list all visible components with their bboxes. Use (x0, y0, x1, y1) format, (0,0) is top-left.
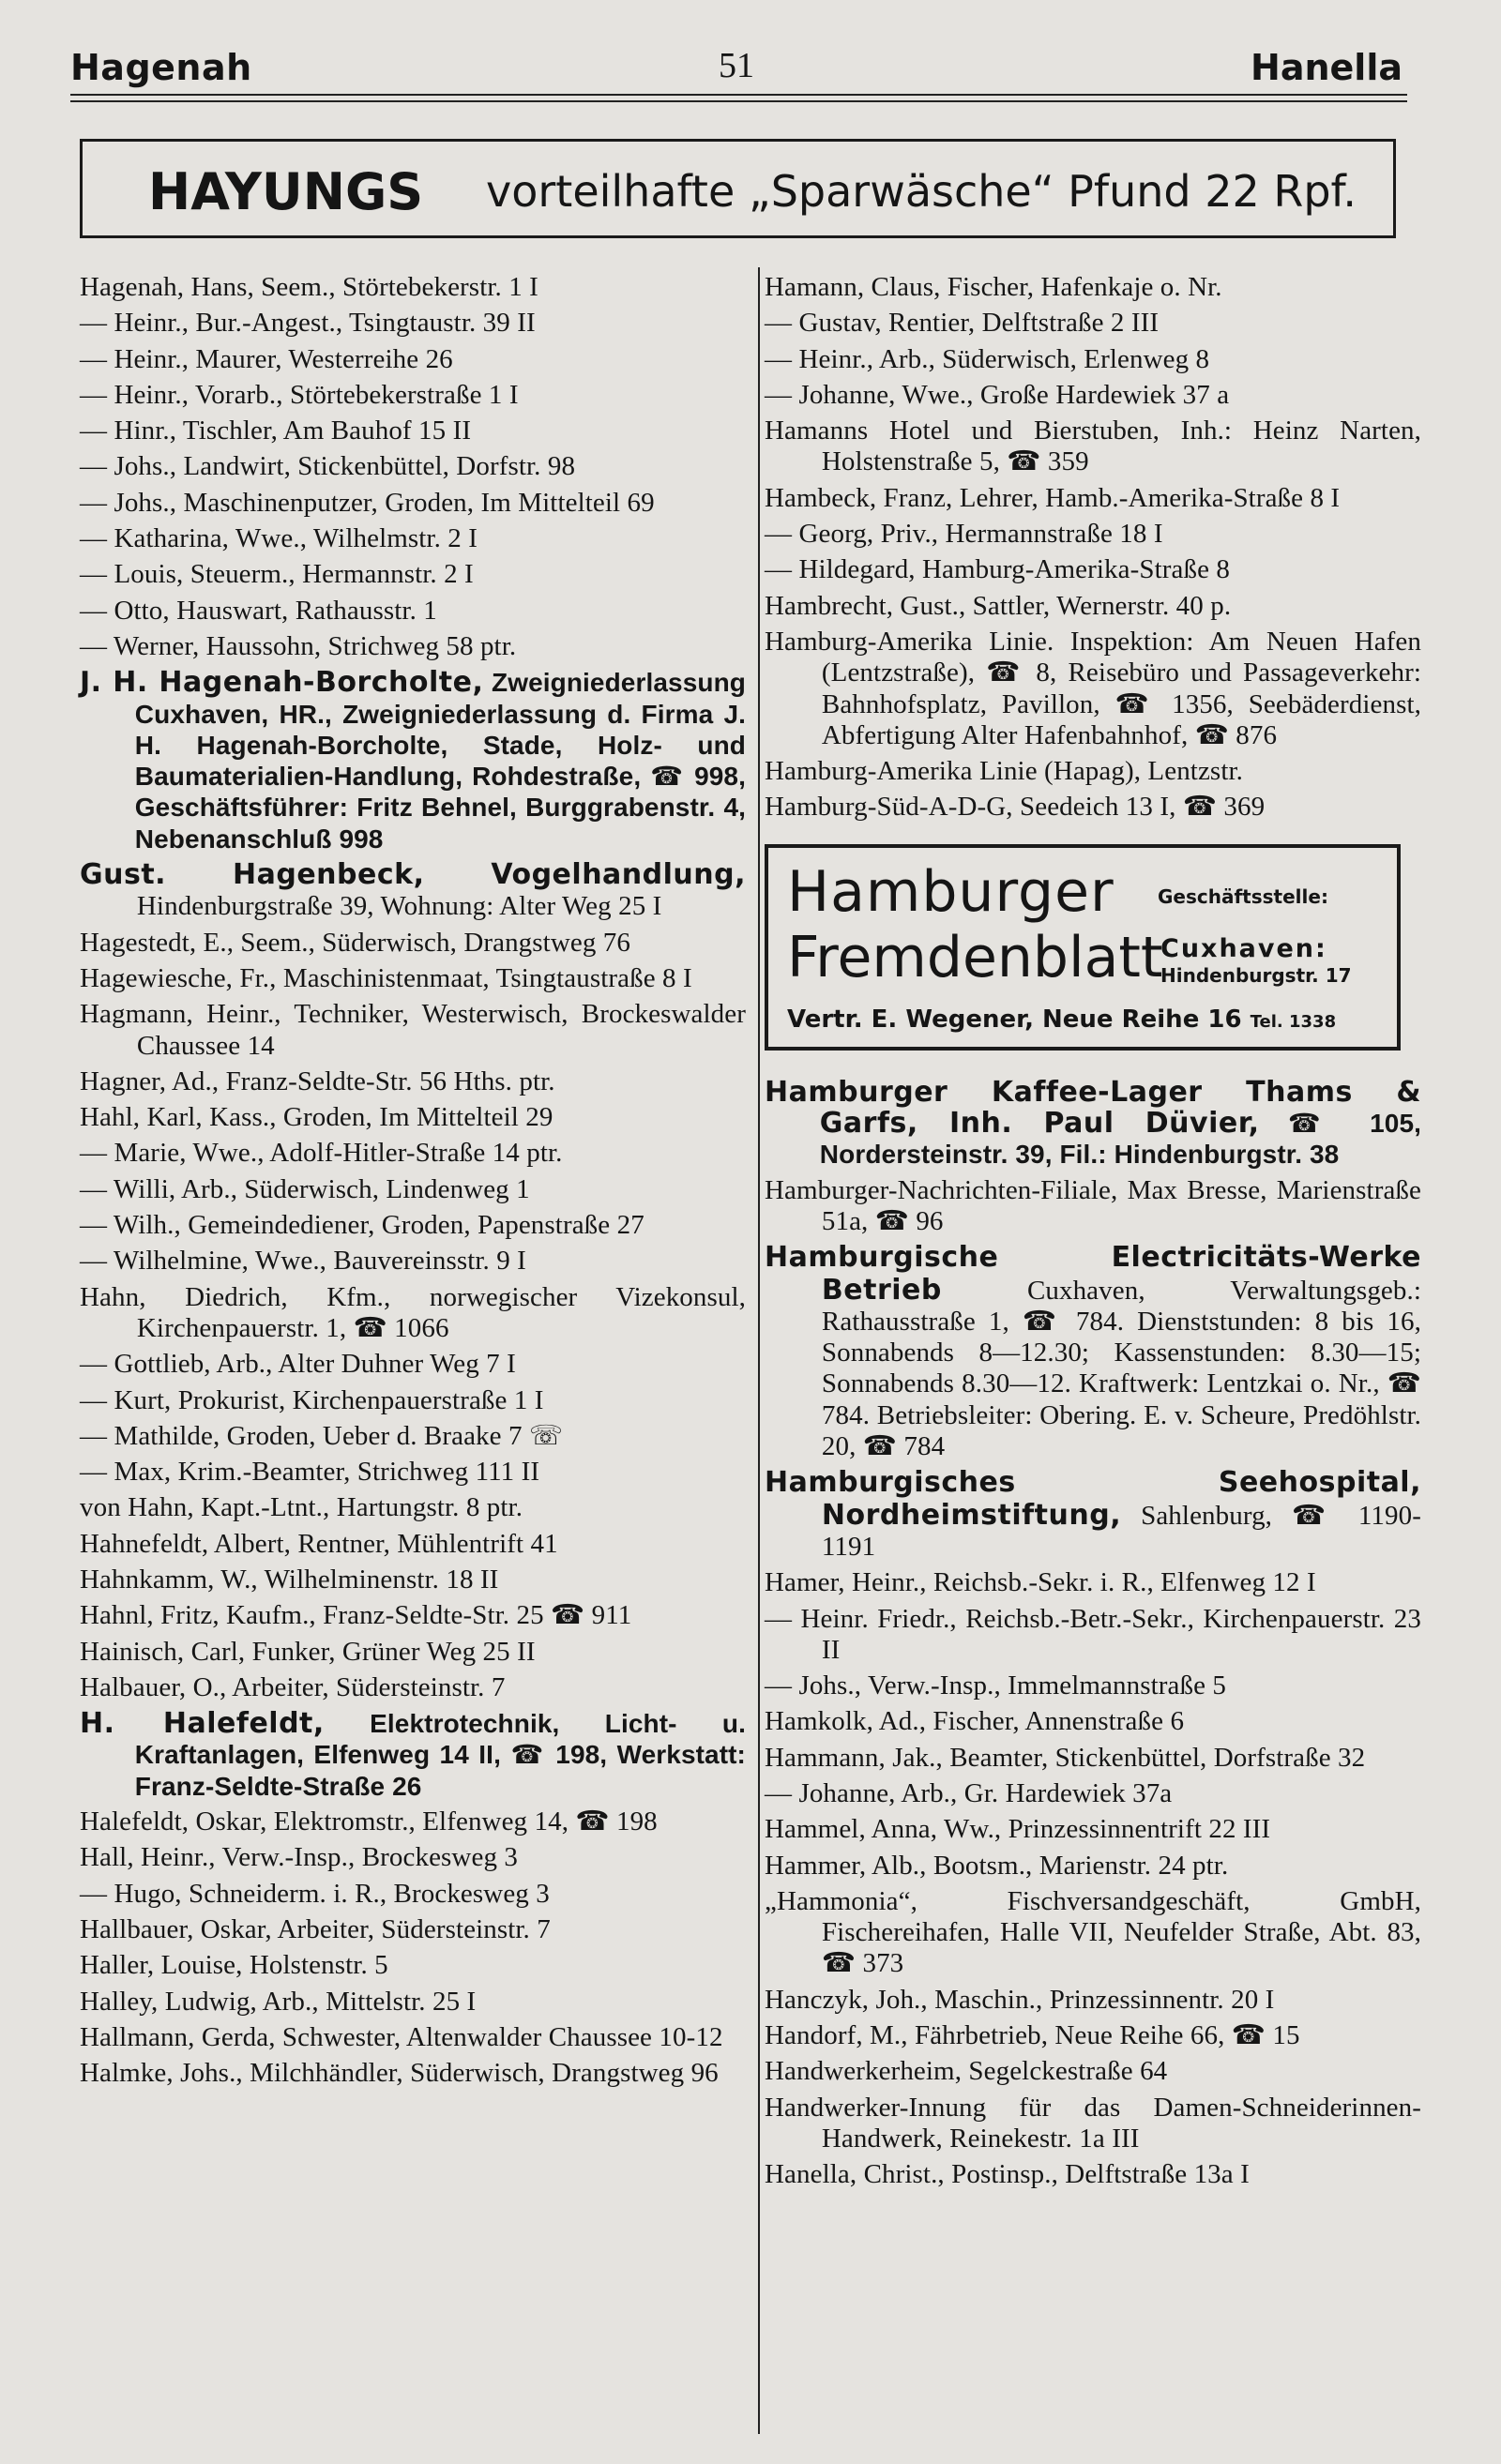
directory-entry (80, 344, 746, 375)
entry-text: „Hammonia“, Fischversandgeschäft, GmbH, Fischereihafen, Halle VII, Neufelder Straße, Abt. 83, ☎ 373 (765, 1885, 1421, 1979)
entry-text: Hallbauer, Oskar, Arbeiter, Südersteinstr. 7 (80, 1913, 551, 1944)
directory-entry (765, 1077, 1421, 1171)
entry-text: Zweigniederlassung Cuxhaven, HR., Zweigniederlassung d. Firma J. H. Hagenah-Borcholte, Stade, Holz- und Baumaterialien-Handlung, Rohdestraße, ☎ 998, Geschäftsführer: Fritz Behnel, Burggrabenstr. 4, Nebenanschluß 998 (134, 668, 746, 854)
directory-entry (765, 1814, 1421, 1845)
directory-entry (80, 1879, 746, 1910)
directory-entry (765, 1851, 1421, 1882)
directory-entry (80, 416, 746, 446)
directory-entry (80, 1842, 746, 1873)
entry-text: Hamer, Heinr., Reichsb.-Sekr. i. R., Elfenweg 12 I (765, 1567, 1316, 1598)
directory-entry (80, 1672, 746, 1703)
directory-entry (80, 963, 746, 994)
entry-text: Hammann, Jak., Beamter, Stickenbüttel, Dorfstraße 32 (765, 1742, 1366, 1773)
directory-entry (80, 1914, 746, 1945)
entry-text: Hanella, Christ., Postinsp., Delftstraße 13a I (765, 2159, 1250, 2190)
ad-representative (787, 1005, 1336, 1034)
directory-entry (765, 380, 1421, 411)
ad-brand: HAYUNGS (148, 162, 424, 221)
directory-entry (765, 627, 1421, 751)
entry-text: — Georg, Priv., Hermannstraße 18 I (765, 519, 1163, 550)
entry-text: — Gottlieb, Arb., Alter Duhner Weg 7 I (80, 1349, 516, 1380)
entry-text: — Johs., Verw.-Insp., Immelmannstraße 5 (765, 1670, 1226, 1701)
entry-text: — Hinr., Tischler, Am Bauhof 15 II (80, 416, 472, 446)
entry-text: — Gustav, Rentier, Delftstraße 2 III (765, 308, 1160, 339)
entry-text: — Otto, Hauswart, Rathausstr. 1 (80, 595, 437, 626)
directory-entry (80, 1529, 746, 1560)
fremdenblatt-advertisement (765, 844, 1401, 1051)
entry-text: Hall, Heinr., Verw.-Insp., Brockesweg 3 (80, 1842, 518, 1873)
entry-text: Sahlenburg, ☎ 1190-1191 (821, 1500, 1421, 1562)
page-number: 51 (719, 46, 754, 85)
directory-entry (765, 272, 1421, 303)
entry-text: — Johanne, Arb., Gr. Hardewiek 37a (765, 1777, 1173, 1808)
entry-text: Hagner, Ad., Franz-Seldte-Str. 56 Hths. ptr. (80, 1066, 555, 1096)
entry-text: — Hildegard, Hamburg-Amerika-Straße 8 (765, 554, 1231, 585)
entry-text: Hainisch, Carl, Funker, Grüner Weg 25 II (80, 1636, 536, 1667)
directory-entry (765, 308, 1421, 339)
directory-entry (765, 2020, 1421, 2051)
entry-text: — Heinr., Maurer, Westerreihe 26 (80, 343, 453, 374)
entry-name: Hamburger Kaffee-Lager Thams & Garfs, Inh. Paul Düvier, (765, 1075, 1421, 1141)
entry-text: Hindenburgstraße 39, Wohnung: Alter Weg 25 I (136, 891, 662, 922)
entry-text: Hahnl, Fritz, Kaufm., Franz-Seldte-Str. 25 ☎ 911 (80, 1600, 632, 1631)
entry-text: Hahn, Diedrich, Kfm., norwegischer Vizekonsul, Kirchenpauerstr. 1, ☎ 1066 (80, 1281, 746, 1343)
directory-entry (765, 756, 1421, 787)
entry-text: Hamanns Hotel und Bierstuben, Inh.: Heinz Narten, Holstenstraße 5, ☎ 359 (765, 416, 1421, 477)
entry-text: Hamburg-Amerika Linie (Hapag), Lentzstr. (765, 756, 1243, 787)
entry-text: Haller, Louise, Holstenstr. 5 (80, 1950, 388, 1981)
directory-entry (765, 416, 1421, 478)
entry-text: Hambeck, Franz, Lehrer, Hamb.-Amerika-Straße 8 I (765, 482, 1341, 513)
entry-text: — Max, Krim.-Beamter, Strichweg 111 II (80, 1457, 540, 1488)
entry-text: Hagenah, Hans, Seem., Störtebekerstr. 1 I (80, 272, 538, 302)
entry-text: Hamburg-Süd-A-D-G, Seedeich 13 I, ☎ 369 (765, 792, 1266, 823)
entry-text: Hahnefeldt, Albert, Rentner, Mühlentrift 41 (80, 1528, 558, 1559)
directory-entry (765, 2093, 1421, 2155)
entry-text: Hammel, Anna, Ww., Prinzessinnentrift 22 III (765, 1814, 1271, 1845)
directory-entry (80, 1102, 746, 1133)
directory-entry (80, 1987, 746, 2018)
directory-entry (80, 1066, 746, 1097)
directory-entry (80, 1950, 746, 1981)
directory-entry (765, 1985, 1421, 2016)
directory-entry (80, 631, 746, 662)
directory-entry (80, 523, 746, 554)
right-entries-top (765, 272, 1421, 824)
directory-entry (80, 1421, 746, 1452)
header-last-name: Hanella (1251, 47, 1402, 88)
directory-entry (80, 1708, 746, 1802)
directory-entry (765, 1242, 1421, 1462)
directory-entry (80, 596, 746, 627)
header-first-name: Hagenah (70, 47, 252, 88)
directory-entry (765, 344, 1421, 375)
entry-name: J. H. Hagenah-Borcholte, (80, 666, 484, 700)
directory-entry (765, 1743, 1421, 1774)
directory-entry (765, 1778, 1421, 1809)
ad-town: Cuxhaven: (1160, 933, 1327, 963)
entry-text: Hahnkamm, W., Wilhelminenstr. 18 II (80, 1564, 499, 1595)
entry-text: Halefeldt, Oskar, Elektromstr., Elfenweg 14, ☎ 198 (80, 1806, 658, 1837)
entry-text: Cuxhaven, Verwaltungsgeb.: Rathausstraße 1, ☎ 784. Dienststunden: 8 bis 16, Sonnabends 8—12.30; Kassenstunden: 8.30—15; Sonnabends 8.30—12. Kraftwerk: Lentzkai o. Nr., ☎ 784. Betriebsleiter: Obering. E. v. Scheure, Predöhlstr. 20, ☎ 784 (821, 1275, 1421, 1462)
directory-entry (80, 1349, 746, 1380)
entry-text: — Johs., Landwirt, Stickenbüttel, Dorfstr. 98 (80, 451, 576, 482)
entry-text: von Hahn, Kapt.-Ltnt., Hartungstr. 8 ptr. (80, 1492, 523, 1523)
entry-text: Hammer, Alb., Bootsm., Marienstr. 24 ptr. (765, 1850, 1229, 1881)
ad-text: vorteilhafte „Sparwäsche“ Pfund 22 Rpf. (486, 166, 1357, 217)
entry-text: Handorf, M., Fährbetrieb, Neue Reihe 66, ☎ 15 (765, 2020, 1300, 2051)
entry-text: Hamann, Claus, Fischer, Hafenkaje o. Nr. (765, 272, 1222, 302)
directory-entry (80, 1457, 746, 1488)
ad-title-line2: Fremdenblatt (787, 924, 1163, 990)
right-entries-bottom (765, 1077, 1421, 2191)
entry-text: — Katharina, Wwe., Wilhelmstr. 2 I (80, 523, 478, 554)
entry-name: Hamburgisches Seehospital, Nordheimstiftung, (765, 1466, 1421, 1532)
directory-entry (80, 1565, 746, 1595)
entry-text: — Heinr., Vorarb., Störtebekerstraße 1 I (80, 379, 519, 410)
directory-entry (80, 308, 746, 339)
ad-rep-text: Vertr. E. Wegener, Neue Reihe 16 (787, 1005, 1242, 1034)
directory-entry (765, 1567, 1421, 1598)
directory-entry (80, 2022, 746, 2053)
entry-text: — Louis, Steuerm., Hermannstr. 2 I (80, 559, 474, 590)
directory-entry (765, 1886, 1421, 1980)
ad-office-label: Geschäftsstelle: (1158, 884, 1328, 908)
entry-text: Halbauer, O., Arbeiter, Südersteinstr. 7 (80, 1671, 506, 1702)
entry-text: Hagmann, Heinr., Techniker, Westerwisch, Brockeswalder Chaussee 14 (80, 999, 746, 1061)
entry-text: — Mathilde, Groden, Ueber d. Braake 7 ☏ (80, 1420, 564, 1451)
ad-title-line1: Hamburger (787, 858, 1114, 925)
entry-text: — Heinr. Friedr., Reichsb.-Betr.-Sekr., Kirchenpauerstr. 23 II (765, 1603, 1421, 1665)
directory-entry (80, 1806, 746, 1837)
entry-text: Hamkolk, Ad., Fischer, Annenstraße 6 (765, 1706, 1185, 1737)
directory-entry (80, 1637, 746, 1668)
directory-entry (765, 1706, 1421, 1737)
directory-entry (765, 1467, 1421, 1563)
column-divider (758, 267, 760, 2434)
entry-text: — Heinr., Arb., Süderwisch, Erlenweg 8 (765, 343, 1210, 374)
entry-name: Hamburgische Electricitäts-Werke Betrieb (765, 1241, 1421, 1307)
directory-entry (80, 380, 746, 411)
directory-entry (80, 1138, 746, 1169)
ad-address: Hindenburgstr. 17 (1160, 963, 1352, 987)
entry-text: Hambrecht, Gust., Sattler, Wernerstr. 40 p. (765, 590, 1232, 621)
entry-text: Halmke, Johs., Milchhändler, Süderwisch, Drangstweg 96 (80, 2058, 719, 2089)
directory-entry (80, 928, 746, 959)
directory-entry (765, 483, 1421, 514)
entry-name: H. Halefeldt, (80, 1707, 325, 1741)
header-rule (70, 100, 1407, 102)
entry-text: — Werner, Haussohn, Strichweg 58 ptr. (80, 630, 517, 661)
hayungs-advertisement (80, 139, 1396, 238)
directory-entry (765, 1175, 1421, 1238)
entry-text: ☎ 105, Nordersteinstr. 39, Fil.: Hindenburgstr. 38 (819, 1109, 1421, 1170)
entry-text: Hallmann, Gerda, Schwester, Altenwalder Chaussee 10-12 (80, 2021, 723, 2052)
entry-text: Handwerker-Innung für das Damen-Schneiderinnen-Handwerk, Reinekestr. 1a III (765, 2092, 1421, 2154)
directory-entry (765, 1604, 1421, 1667)
left-column (80, 272, 746, 2094)
directory-entry (80, 1246, 746, 1277)
entry-text: Handwerkerheim, Segelckestraße 64 (765, 2056, 1168, 2087)
directory-entry (765, 554, 1421, 585)
directory-entry (80, 667, 746, 854)
header-rule (70, 94, 1407, 96)
directory-entry (80, 2058, 746, 2089)
directory-entry (765, 519, 1421, 550)
entry-text: Hagewiesche, Fr., Maschinistenmaat, Tsingtaustraße 8 I (80, 962, 692, 993)
entry-text: — Kurt, Prokurist, Kirchenpauerstraße 1 I (80, 1384, 544, 1415)
directory-entry (765, 2159, 1421, 2190)
directory-entry (80, 1210, 746, 1241)
directory-entry (80, 999, 746, 1062)
entry-text: — Wilhelmine, Wwe., Bauvereinsstr. 9 I (80, 1246, 526, 1277)
directory-entry (80, 1174, 746, 1205)
entry-text: — Willi, Arb., Süderwisch, Lindenweg 1 (80, 1173, 530, 1204)
entry-text: — Hugo, Schneiderm. i. R., Brockesweg 3 (80, 1878, 550, 1909)
entry-text: Hamburger-Nachrichten-Filiale, Max Bresse, Marienstraße 51a, ☎ 96 (765, 1174, 1421, 1236)
directory-entry (80, 1385, 746, 1416)
directory-entry (80, 272, 746, 303)
directory-entry (80, 859, 746, 923)
directory-entry (80, 488, 746, 519)
directory-entry (80, 451, 746, 482)
entry-text: — Johanne, Wwe., Große Hardewiek 37 a (765, 379, 1230, 410)
entry-text: Hanczyk, Joh., Maschin., Prinzessinnentr. 20 I (765, 1984, 1275, 2015)
directory-entry (765, 792, 1421, 823)
entry-text: Hamburg-Amerika Linie. Inspektion: Am Neuen Hafen (Lentzstraße), ☎ 8, Reisebüro und Passageverkehr: Bahnhofsplatz, Pavillon, ☎ 1356, Seebäderdienst, Abfertigung Alter Hafenbahnhof, ☎ 876 (765, 626, 1421, 750)
directory-entry (80, 1492, 746, 1523)
entry-text: Hagestedt, E., Seem., Süderwisch, Drangstweg 76 (80, 927, 630, 958)
entry-text: Elektrotechnik, Licht- u. Kraftanlagen, Elfenweg 14 II, ☎ 198, Werkstatt: Franz-Seldte-Straße 26 (134, 1709, 746, 1801)
directory-entry (80, 1282, 746, 1345)
right-column (765, 272, 1421, 2196)
entry-text: — Marie, Wwe., Adolf-Hitler-Straße 14 ptr. (80, 1138, 563, 1169)
directory-entry (80, 559, 746, 590)
ad-telephone: Tel. 1338 (1250, 1011, 1337, 1032)
entry-name: Gust. Hagenbeck, Vogelhandlung, (80, 858, 746, 892)
page-header (70, 45, 1402, 92)
entry-text: — Wilh., Gemeindediener, Groden, Papenstraße 27 (80, 1210, 644, 1241)
directory-entry (765, 2056, 1421, 2087)
entry-text: Hahl, Karl, Kass., Groden, Im Mittelteil 29 (80, 1102, 553, 1133)
entry-text: — Heinr., Bur.-Angest., Tsingtaustr. 39 II (80, 308, 536, 339)
directory-entry (765, 591, 1421, 622)
directory-entry (765, 1670, 1421, 1701)
entry-text: Halley, Ludwig, Arb., Mittelstr. 25 I (80, 1986, 477, 2017)
entry-text: — Johs., Maschinenputzer, Groden, Im Mittelteil 69 (80, 487, 655, 518)
directory-entry (80, 1600, 746, 1631)
